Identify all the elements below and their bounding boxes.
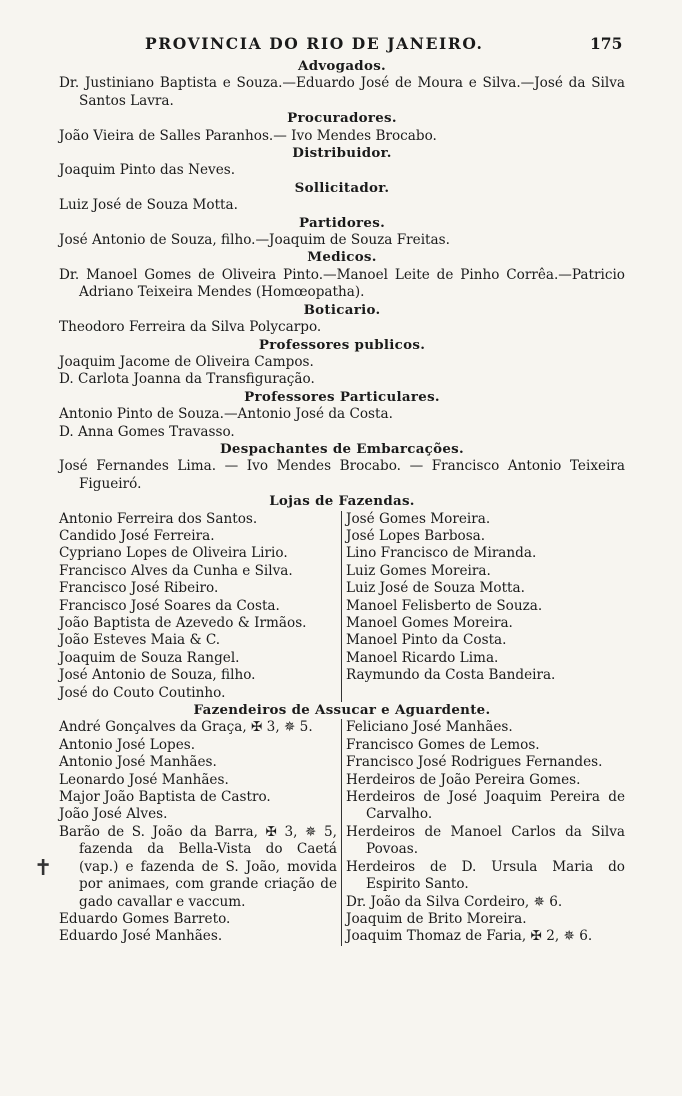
list-item: Francisco José Soares da Costa. bbox=[59, 597, 280, 614]
list-item: Antonio José Manhães. bbox=[59, 754, 217, 771]
list-item: Herdeiros de José Joaquim Pereira de Carvalho. bbox=[346, 789, 625, 823]
section-heading-professores-publicos: Professores publicos. bbox=[258, 336, 426, 353]
list-item: Antonio José Lopes. bbox=[59, 736, 196, 753]
lojas-right-column bbox=[342, 511, 625, 702]
section-heading-fazendeiros: Fazendeiros de Assucar e Aguardente. bbox=[193, 702, 491, 719]
list-item: Herdeiros de Manoel Carlos da Silva Povoas. bbox=[346, 823, 625, 858]
list-item: Francisco Alves da Cunha e Silva. bbox=[59, 562, 293, 579]
section-heading-medicos: Medicos. bbox=[307, 249, 377, 266]
list-item: Candido José Ferreira. bbox=[59, 527, 215, 544]
list-item: João Baptista de Azevedo & Irmãos. bbox=[59, 615, 307, 631]
list-item: Francisco Gomes de Lemos. bbox=[346, 736, 540, 753]
fazendeiros-right-column bbox=[342, 719, 625, 945]
list-item: Feliciano José Manhães. bbox=[346, 719, 513, 736]
section-heading-lojas: Lojas de Fazendas. bbox=[269, 493, 415, 510]
list-item: Joaquim de Brito Moreira. bbox=[346, 910, 527, 927]
list-item: José Antonio de Souza, filho. bbox=[59, 667, 256, 684]
list-item: Manoel Pinto da Costa. bbox=[346, 632, 507, 649]
boticario-text: Theodoro Ferreira da Silva Polycarpo. bbox=[59, 319, 322, 336]
lojas-columns bbox=[59, 511, 625, 702]
section-heading-partidores: Partidores. bbox=[298, 214, 386, 231]
list-item: Francisco José Ribeiro. bbox=[59, 580, 219, 597]
list-item: Herdeiros de João Pereira Gomes. bbox=[346, 771, 581, 788]
fazendeiros-columns bbox=[59, 719, 625, 945]
list-item: Joaquim Thomaz de Faria, ✠ 2, ✵ 6. bbox=[346, 928, 593, 945]
list-item: Raymundo da Costa Bandeira. bbox=[346, 667, 556, 684]
page-header bbox=[0, 34, 682, 54]
list-item: Francisco José Rodrigues Fernandes. bbox=[346, 754, 603, 771]
professores-particulares-line: D. Anna Gomes Travasso. bbox=[59, 423, 235, 440]
running-title: PROVINCIA DO RIO DE JANEIRO. bbox=[145, 34, 484, 53]
list-item: Joaquim de Souza Rangel. bbox=[59, 649, 240, 666]
list-item: Major João Baptista de Castro. bbox=[59, 789, 271, 806]
list-item: Luiz José de Souza Motta. bbox=[346, 580, 525, 597]
professores-publicos-line: D. Carlota Joanna da Transfiguração. bbox=[59, 371, 315, 388]
sollicitador-text: Luiz José de Souza Motta. bbox=[59, 197, 238, 214]
lojas-left-column bbox=[59, 511, 342, 702]
section-heading-distribuidor: Distribuidor. bbox=[292, 145, 392, 162]
section-heading-despachantes: Despachantes de Embarcações. bbox=[220, 440, 464, 457]
page-number: 175 bbox=[590, 34, 623, 53]
list-item: José Gomes Moreira. bbox=[346, 510, 491, 527]
list-item: Barão de S. João da Barra, ✠ 3, ✵ 5, fazenda da Bella-Vista do Caetá (vap.) e fazenda de S. João, movida por animaes, com grande criação de gado cavallar e vaccum. bbox=[59, 823, 337, 910]
list-item: João Esteves Maia & C. bbox=[59, 632, 221, 649]
list-item: Antonio Ferreira dos Santos. bbox=[59, 510, 258, 527]
list-item: Lino Francisco de Miranda. bbox=[346, 545, 537, 562]
list-item: Manoel Ricardo Lima. bbox=[346, 649, 499, 666]
professores-particulares-line: Antonio Pinto de Souza.—Antonio José da Costa. bbox=[59, 406, 393, 423]
list-item: José Lopes Barbosa. bbox=[346, 527, 486, 544]
section-heading-sollicitador: Sollicitador. bbox=[294, 179, 390, 196]
fazendeiros-left-column bbox=[59, 719, 342, 945]
procuradores-text: João Vieira de Salles Paranhos.— Ivo Mendes Brocabo. bbox=[59, 127, 437, 144]
list-item: Leonardo José Manhães. bbox=[59, 771, 229, 788]
list-item: Herdeiros de D. Ursula Maria do Espirito Santo. bbox=[346, 858, 625, 893]
handwritten-margin-mark: ✝ bbox=[34, 856, 53, 881]
advogados-text: Dr. Justiniano Baptista e Souza.—Eduardo José de Moura e Silva.—José da Silva Santos Lavra. bbox=[59, 75, 625, 109]
list-item: Eduardo Gomes Barreto. bbox=[59, 910, 231, 927]
list-item: Luiz Gomes Moreira. bbox=[346, 562, 491, 579]
section-heading-boticario: Boticario. bbox=[303, 301, 381, 318]
list-item: André Gonçalves da Graça, ✠ 3, ✵ 5. bbox=[59, 719, 313, 736]
page-content bbox=[59, 58, 625, 946]
despachantes-text: José Fernandes Lima. — Ivo Mendes Brocabo. — Francisco Antonio Teixeira Figueiró. bbox=[59, 458, 625, 492]
list-item: José do Couto Coutinho. bbox=[59, 684, 226, 701]
partidores-text: José Antonio de Souza, filho.—Joaquim de Souza Freitas. bbox=[59, 232, 450, 249]
section-heading-advogados: Advogados. bbox=[298, 58, 386, 74]
list-item: Cypriano Lopes de Oliveira Lirio. bbox=[59, 545, 288, 562]
distribuidor-text: Joaquim Pinto das Neves. bbox=[59, 162, 236, 179]
section-heading-professores-particulares: Professores Particulares. bbox=[244, 388, 440, 405]
section-heading-procuradores: Procuradores. bbox=[287, 110, 397, 127]
list-item: Manoel Felisberto de Souza. bbox=[346, 597, 543, 614]
list-item: João José Alves. bbox=[59, 806, 168, 823]
medicos-text: Dr. Manoel Gomes de Oliveira Pinto.—Manoel Leite de Pinho Corrêa.—Patricio Adriano Teixeira Mendes (Homœopatha). bbox=[59, 266, 625, 301]
list-item: Manoel Gomes Moreira. bbox=[346, 615, 513, 631]
list-item: Dr. João da Silva Cordeiro, ✵ 6. bbox=[346, 893, 563, 910]
professores-publicos-line: Joaquim Jacome de Oliveira Campos. bbox=[59, 353, 314, 370]
list-item: Eduardo José Manhães. bbox=[59, 928, 223, 945]
